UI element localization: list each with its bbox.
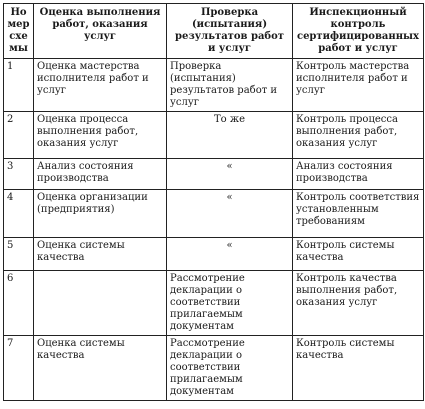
work-assessment-cell: Оценка организации (предприятия)	[34, 190, 167, 238]
inspection-control-cell: Контроль мастерства исполнителя работ и услуг	[293, 59, 424, 112]
results-testing-cell: Рассмотрение декларации о соответствии прилагаемым документам	[167, 271, 293, 336]
header-inspection-control: Инспекционный контроль сертифицированных работ и услуг	[293, 4, 424, 59]
results-testing-cell: «	[167, 238, 293, 271]
header-scheme-number: Номер схемы	[4, 4, 34, 59]
scheme-number: 2	[4, 112, 34, 159]
work-assessment-cell	[34, 271, 167, 336]
scheme-number: 6	[4, 271, 34, 336]
scheme-number: 5	[4, 238, 34, 271]
table-header-row	[4, 4, 424, 59]
inspection-control-cell: Контроль качества выполнения работ, оказания услуг	[293, 271, 424, 336]
table-row	[4, 112, 424, 159]
work-assessment-cell: Анализ состояния производства	[34, 159, 167, 190]
results-testing-cell: Рассмотрение декларации о соответствии прилагаемым документам	[167, 336, 293, 401]
table-row	[4, 159, 424, 190]
work-assessment-cell: Оценка мастерства исполнителя работ и услуг	[34, 59, 167, 112]
work-assessment-cell: Оценка системы качества	[34, 238, 167, 271]
work-assessment-cell: Оценка системы качества	[34, 336, 167, 401]
results-testing-cell: Проверка (испытания) результатов работ и услуг	[167, 59, 293, 112]
scheme-number: 1	[4, 59, 34, 112]
inspection-control-cell: Контроль соответствия установленным требованиям	[293, 190, 424, 238]
table-row	[4, 336, 424, 401]
inspection-control-cell: Контроль процесса выполнения работ, оказания услуг	[293, 112, 424, 159]
scheme-number: 4	[4, 190, 34, 238]
inspection-control-cell: Анализ состояния производства	[293, 159, 424, 190]
work-assessment-cell: Оценка процесса выполнения работ, оказания услуг	[34, 112, 167, 159]
inspection-control-cell: Контроль системы качества	[293, 336, 424, 401]
table-row	[4, 238, 424, 271]
table-row	[4, 190, 424, 238]
results-testing-cell: То же	[167, 112, 293, 159]
certification-schemes-table	[3, 3, 424, 401]
header-results-testing: Проверка (испытания) результатов работ и услуг	[167, 4, 293, 59]
results-testing-cell: «	[167, 159, 293, 190]
table-row	[4, 59, 424, 112]
inspection-control-cell: Контроль системы качества	[293, 238, 424, 271]
header-work-assessment: Оценка выполнения работ, оказания услуг	[34, 4, 167, 59]
table-row	[4, 271, 424, 336]
scheme-number: 3	[4, 159, 34, 190]
results-testing-cell: «	[167, 190, 293, 238]
scheme-number: 7	[4, 336, 34, 401]
